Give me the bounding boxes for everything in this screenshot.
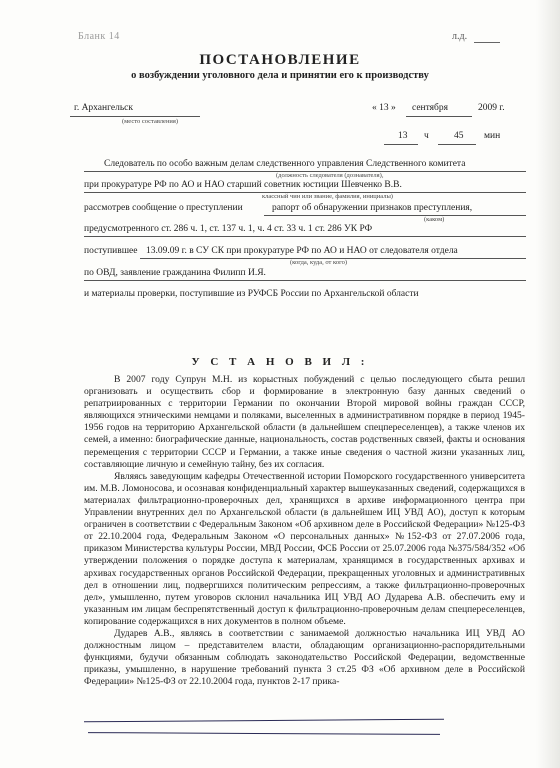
received-prefix: поступившее	[84, 246, 138, 256]
report-prefix: рассмотрев сообщение о преступлении	[84, 203, 243, 213]
complaint-source: по ОВД, заявление гражданина Филипп И.Я.	[84, 268, 266, 278]
report-underline	[264, 215, 526, 216]
place-caption: (место составления)	[122, 118, 179, 125]
section-heading: У С Т А Н О В И Л :	[191, 356, 369, 368]
report-caption: (каком)	[424, 216, 445, 223]
document-title: ПОСТАНОВЛЕНИЕ	[199, 52, 361, 68]
pen-underline-2	[88, 732, 440, 735]
paragraph-1: В 2007 году Супрун М.Н. из корыстных побуждений с целью последующего сбыта решил организовать и осуществить сбор и формирование в электронную базу данных сведений о репатриированных с территории Германии по окончании Второй мировой войны граждан СССР, являющихся этническими немцами и поляками, выселенных в административном порядке в период 1945-1956 годов на территорию Архангельской области (в дальнейшем спецпереселенцев), а также членов их семей, а именно: биографические данные, национальность, состав родственных связей, факты и основания перемещения с территории СССР и Германии, а также иные сведения о частной жизни указанных лиц, составляющие личную и семейную тайну, без их согласия.	[84, 374, 525, 470]
form-number: Бланк 14	[78, 31, 120, 42]
body-text	[84, 374, 525, 688]
investigator-caption-2: классный чин или звание, фамилия, инициалы)	[262, 193, 393, 200]
date-year: 2009 г.	[478, 103, 505, 113]
minutes-underline	[438, 144, 476, 145]
paragraph-3: Дударев А.В., являясь в соответствии с занимаемой должностью начальника ИЦ УВД АО должностным лицом – представителем власти, обладающим организационно-распорядительными функциями, будучи обязанным соблюдать законодательство Российской Федерации, ведомственные приказы, умышленно, в нарушение требований пункта 3 ст.25 ФЗ «Об архивном деле в Российской Федерации» №125-ФЗ от 22.10.2004 года, пунктов 2-17 прика-	[84, 627, 525, 688]
time-minutes-label: мин	[484, 131, 501, 141]
time-hour-label: ч	[424, 131, 429, 141]
investigator-position: Следователь по особо важным делам следственного управления Следственного комитета	[104, 159, 466, 169]
complaint-underline	[84, 280, 526, 281]
received-caption: (когда, куда, от кого)	[290, 259, 348, 266]
materials-source: и материалы проверки, поступившие из РУФСБ России по Архангельской области	[84, 289, 419, 299]
date-month: сентября	[412, 103, 448, 113]
time-minutes: 45	[454, 131, 464, 141]
place-city: г. Архангельск	[74, 103, 134, 113]
report-value: рапорт об обнаружении признаков преступления,	[272, 203, 473, 213]
place-underline	[70, 116, 200, 117]
document-subtitle: о возбуждении уголовного дела и принятии его к производству	[131, 70, 429, 81]
investigator-caption-1: (должность следователя (дознавателя),	[276, 172, 384, 179]
time-hour: 13	[398, 131, 408, 141]
investigator-name: при прокуратуре РФ по АО и НАО старший советник юстиции Шевченко В.В.	[84, 180, 402, 190]
paragraph-2: Являясь заведующим кафедры Отечественной истории Поморского государственного университета им. М.В. Ломоносова, и осознавая конфиденциальный характер вышеуказанных сведений, содержащихся в материалах фильтрационно-проверочных дел, хранящихся в архиве информационного центра при Управлении внутренних дел по Архангельской области (в дальнейшем ИЦ УВД АО), доступ к которым ограничен в соответствии с Федеральным Законом «Об архивном деле в Российской Федерации» №125-ФЗ от 22.10.2004 года, Федеральным Законом «О персональных данных» №152-ФЗ от 27.07.2006 года, приказом Министерства культуры России, МВД России, ФСБ России от 25.07.2006 года №375/584/352 «Об утверждении положения о порядке доступа к материалам, хранящимся в государственных архивах и архивах государственных органов Российской Федерации, прекращенных уголовных и административных дел в отношении лиц, подвергшихся политическим репрессиям, а также фильтрационно-проверочных дел», умышленно, путем уговоров склонил начальника ИЦ УВД АО Дударева А.В. обеспечить ему и указанным им лицам беспрепятственный доступ к фильтрационно-проверочным делам спецпереселенцев, копирование содержащихся в них документов в полном объеме.	[84, 470, 525, 627]
case-sheet-line	[474, 42, 500, 43]
scan-edge-shadow	[536, 0, 560, 768]
case-sheet-label: л.д.	[452, 31, 468, 42]
date-day: « 13 »	[372, 103, 396, 113]
crime-articles: предусмотренного ст. 286 ч. 1, ст. 137 ч. 1, ч. 4 ст. 33 ч. 1 ст. 286 УК РФ	[84, 224, 373, 234]
articles-underline	[84, 236, 526, 237]
received-value: 13.09.09 г. в СУ СК при прокуратуре РФ по АО и НАО от следователя отдела	[146, 246, 458, 256]
month-underline	[406, 116, 472, 117]
hour-underline	[384, 144, 418, 145]
pen-underline-1	[84, 719, 444, 723]
